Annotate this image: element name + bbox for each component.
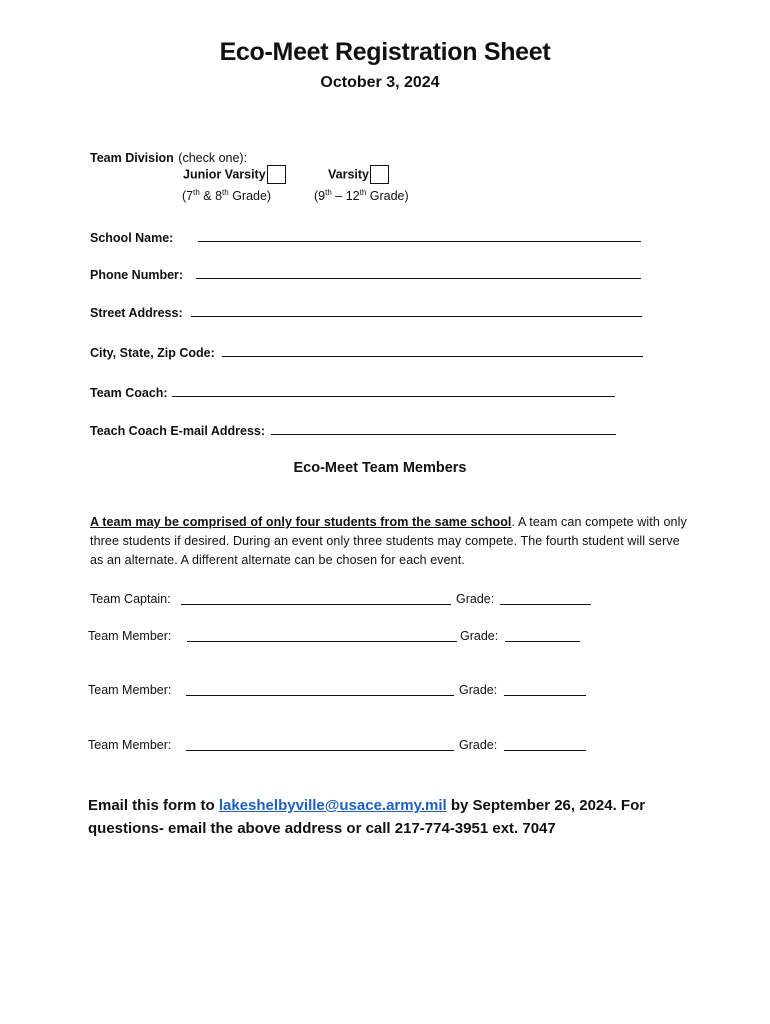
street-address-label: Street Address: — [90, 306, 183, 320]
phone-number-label: Phone Number: — [90, 268, 184, 282]
phone-number-input[interactable] — [196, 266, 641, 279]
team-rules-paragraph — [90, 513, 690, 570]
junior-varsity-label: Junior Varsity — [183, 167, 266, 182]
coach-email-field — [90, 422, 265, 440]
varsity-grades: (9th – 12th Grade) — [314, 187, 409, 203]
team-rule-emphasis: A team may be comprised of only four students from the same school — [90, 515, 512, 529]
coach-email-input[interactable] — [271, 422, 616, 435]
team-captain-grade-label: Grade: — [456, 592, 495, 606]
coach-email-label: Teach Coach E-mail Address: — [90, 424, 266, 438]
team-coach-input[interactable] — [172, 384, 615, 397]
team-member-2-input[interactable] — [186, 683, 454, 696]
junior-varsity-checkbox[interactable] — [267, 165, 286, 184]
junior-varsity-grades: (7th & 8th Grade) — [182, 187, 272, 203]
school-name-label: School Name: — [90, 231, 174, 245]
team-member-2-label: Team Member: — [88, 683, 172, 697]
page-title: Eco-Meet Registration Sheet — [219, 38, 551, 66]
varsity-label: Varsity — [328, 167, 370, 182]
team-member-2-grade-input[interactable] — [504, 683, 586, 696]
varsity-checkbox[interactable] — [370, 165, 389, 184]
submission-instructions — [88, 794, 688, 840]
team-member-1-grade-input[interactable] — [505, 629, 580, 642]
team-division-label: Team Division — [90, 151, 174, 165]
team-member-1-label: Team Member: — [88, 629, 172, 643]
team-coach-field — [90, 384, 168, 402]
team-member-3-label: Team Member: — [88, 738, 172, 752]
junior-varsity-option — [183, 165, 286, 184]
team-members-heading: Eco-Meet Team Members — [293, 460, 467, 476]
team-member-3-grade-input[interactable] — [504, 738, 586, 751]
team-division-note: (check one): — [178, 151, 248, 165]
team-captain-grade-input[interactable] — [500, 592, 591, 605]
team-member-1-grade-label: Grade: — [460, 629, 499, 643]
team-member-3-input[interactable] — [186, 738, 454, 751]
contact-email-link[interactable]: lakeshelbyville@usace.army.mil — [218, 797, 447, 814]
phone-number-field — [90, 266, 183, 284]
school-name-input[interactable] — [198, 229, 641, 242]
street-address-field — [90, 304, 183, 322]
team-captain-input[interactable] — [181, 592, 451, 605]
team-captain-label: Team Captain: — [90, 592, 171, 606]
school-name-field — [90, 229, 173, 247]
submission-post-text: by September 26, 2024. For questions- email the above address or call 217-774-3951 ext. 7047 — [88, 797, 646, 837]
city-state-zip-input[interactable] — [222, 344, 643, 357]
team-rule-text: . A team can compete with only three students if desired. During an event only three students may compete. The fourth student will serve as an alternate. A different alternate can be chosen for each event. — [90, 515, 687, 567]
city-state-zip-field — [90, 344, 215, 362]
city-state-zip-label: City, State, Zip Code: — [90, 346, 215, 360]
varsity-option — [328, 165, 389, 184]
page-date: October 3, 2024 — [320, 74, 440, 91]
submission-pre-text: Email this form to — [88, 797, 219, 814]
team-member-2-grade-label: Grade: — [459, 683, 498, 697]
street-address-input[interactable] — [191, 304, 642, 317]
team-coach-label: Team Coach: — [90, 386, 168, 400]
team-member-1-input[interactable] — [187, 629, 457, 642]
team-member-3-grade-label: Grade: — [459, 738, 498, 752]
